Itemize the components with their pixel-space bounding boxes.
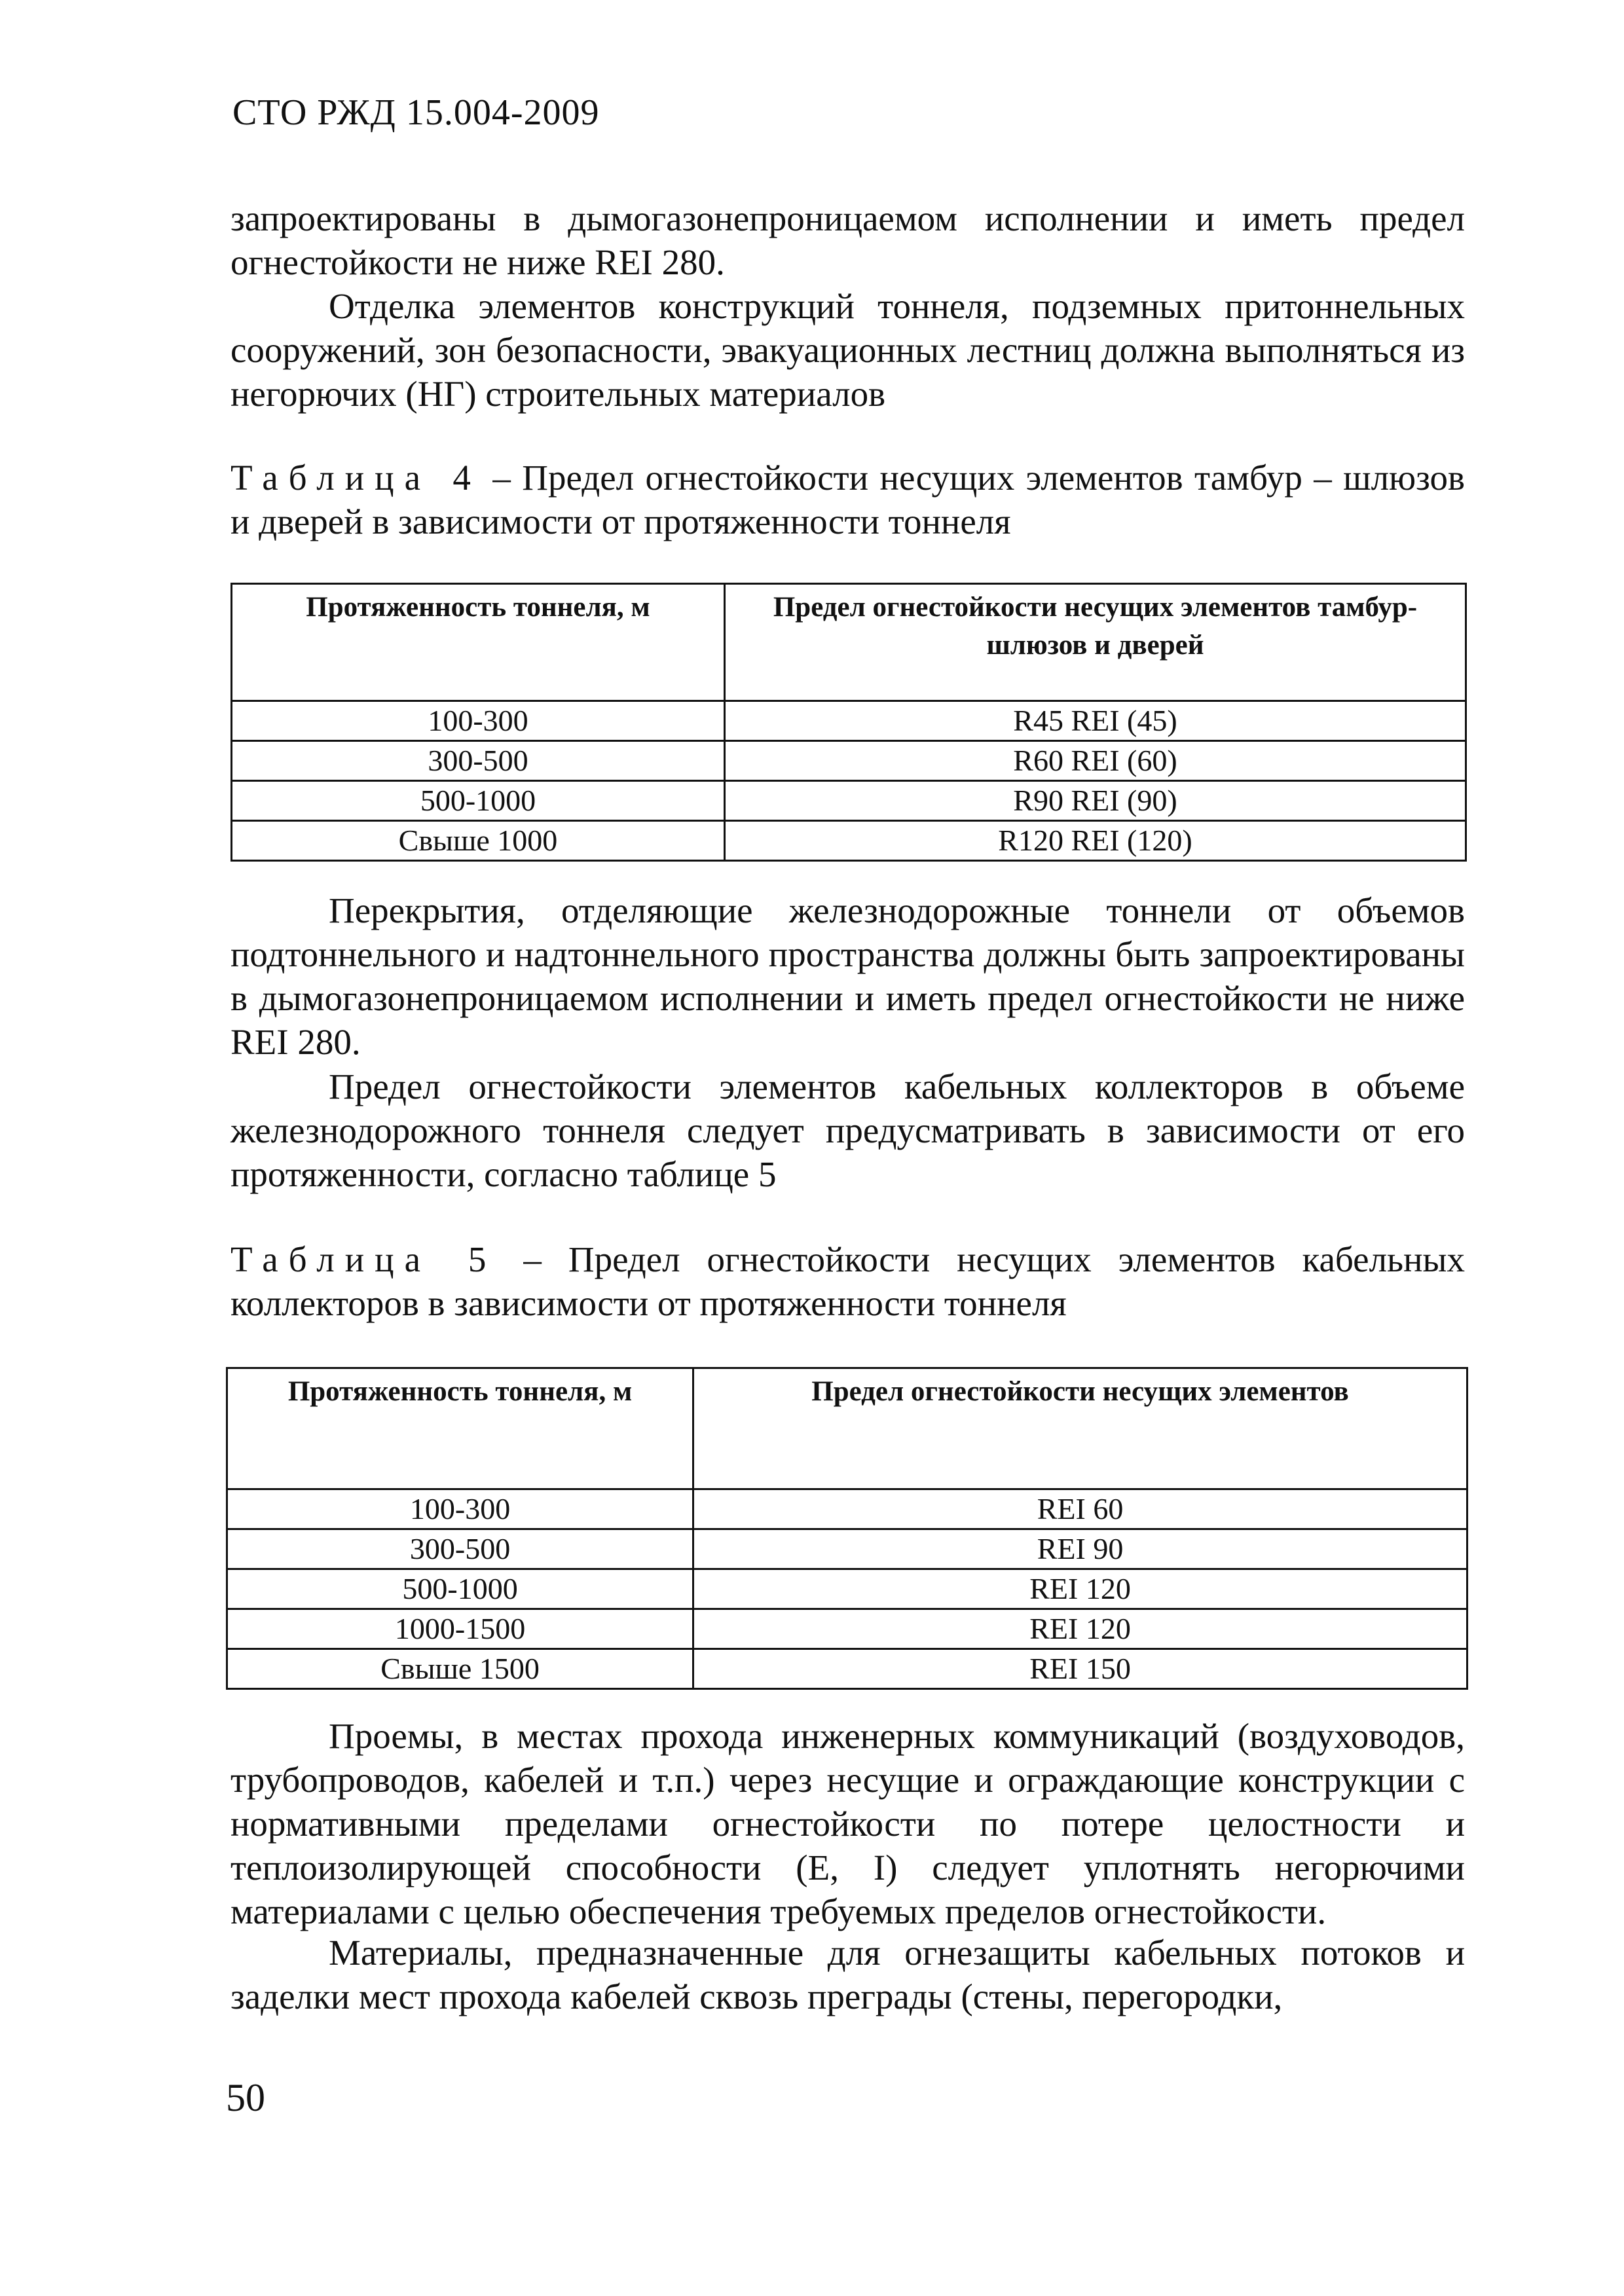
paragraph-3: Перекрытия, отделяющие железнодорожные тоннели от объемов подтоннельного и надтоннельного пространства должны быть запроектированы в дымогазонепроницаемом исполнении и иметь предел огнестойкости не ниже REI 280.	[231, 890, 1465, 1062]
table5-caption-text: – Предел огнестойкости несущих элементов кабельных коллекторов в зависимости от протяженности тоннеля	[231, 1239, 1465, 1323]
table-cell: R90 REI (90)	[724, 781, 1466, 821]
table-row	[232, 821, 1466, 861]
table-4	[231, 583, 1467, 862]
table-cell: REI 120	[693, 1609, 1467, 1649]
table-cell: REI 90	[693, 1529, 1467, 1569]
table4-caption-label: Таблица 4	[231, 458, 481, 498]
table-cell: 300-500	[232, 741, 725, 781]
table-row	[227, 1649, 1467, 1689]
document-header: СТО РЖД 15.004-2009	[232, 92, 600, 133]
page-number: 50	[226, 2076, 265, 2119]
table-cell: R60 REI (60)	[724, 741, 1466, 781]
table-header-row	[227, 1368, 1467, 1489]
table-cell: R120 REI (120)	[724, 821, 1466, 861]
table-cell: 100-300	[232, 701, 725, 741]
table-cell: R45 REI (45)	[724, 701, 1466, 741]
paragraph-4: Предел огнестойкости элементов кабельных коллекторов в объеме железнодорожного тоннеля следует предусматривать в зависимости от его протяженности, согласно таблице 5	[231, 1066, 1465, 1194]
table5-caption-label: Таблица 5	[231, 1239, 497, 1279]
table-row	[232, 741, 1466, 781]
table-header-row	[232, 584, 1466, 701]
table-cell: 100-300	[227, 1489, 693, 1529]
table-cell: Свыше 1000	[232, 821, 725, 861]
table-cell: 500-1000	[232, 781, 725, 821]
table-row	[227, 1489, 1467, 1529]
table4-caption	[231, 456, 1465, 543]
table-cell: 1000-1500	[227, 1609, 693, 1649]
table-header-cell: Предел огнестойкости несущих элементов тамбур-шлюзов и дверей	[724, 584, 1466, 701]
table-row	[227, 1609, 1467, 1649]
table-header-cell: Предел огнестойкости несущих элементов	[693, 1368, 1467, 1489]
table-cell: REI 150	[693, 1649, 1467, 1689]
paragraph-5: Проемы, в местах прохода инженерных коммуникаций (воздуховодов, трубопроводов, кабелей и т.п.) через несущие и ограждающие конструкции с нормативными пределами огнестойкости по потере целостности и теплоизолирующей способности (Е, I) следует уплотнять негорючими материалами с целью обеспечения требуемых пределов огнестойкости.	[231, 1716, 1465, 1931]
table-cell: Свыше 1500	[227, 1649, 693, 1689]
table5-caption	[231, 1237, 1465, 1325]
table-cell: REI 120	[693, 1569, 1467, 1609]
table4-caption-text: – Предел огнестойкости несущих элементов тамбур – шлюзов и дверей в зависимости от протяженности тоннеля	[231, 458, 1465, 541]
table-row	[227, 1569, 1467, 1609]
table-cell: REI 60	[693, 1489, 1467, 1529]
paragraph-2: Отделка элементов конструкций тоннеля, подземных притоннельных сооружений, зон безопасности, эвакуационных лестниц должна выполняться из негорючих (НГ) строительных материалов	[231, 286, 1465, 414]
paragraph-1: запроектированы в дымогазонепроницаемом исполнении и иметь предел огнестойкости не ниже REI 280.	[231, 198, 1465, 282]
table-header-cell: Протяженность тоннеля, м	[232, 584, 725, 701]
table-header-cell: Протяженность тоннеля, м	[227, 1368, 693, 1489]
paragraph-6: Материалы, предназначенные для огнезащиты кабельных потоков и заделки мест прохода кабелей сквозь преграды (стены, перегородки,	[231, 1933, 1465, 2016]
table-row	[232, 781, 1466, 821]
table-cell: 300-500	[227, 1529, 693, 1569]
table-5	[226, 1367, 1468, 1690]
table-row	[227, 1529, 1467, 1569]
table-cell: 500-1000	[227, 1569, 693, 1609]
table-row	[232, 701, 1466, 741]
